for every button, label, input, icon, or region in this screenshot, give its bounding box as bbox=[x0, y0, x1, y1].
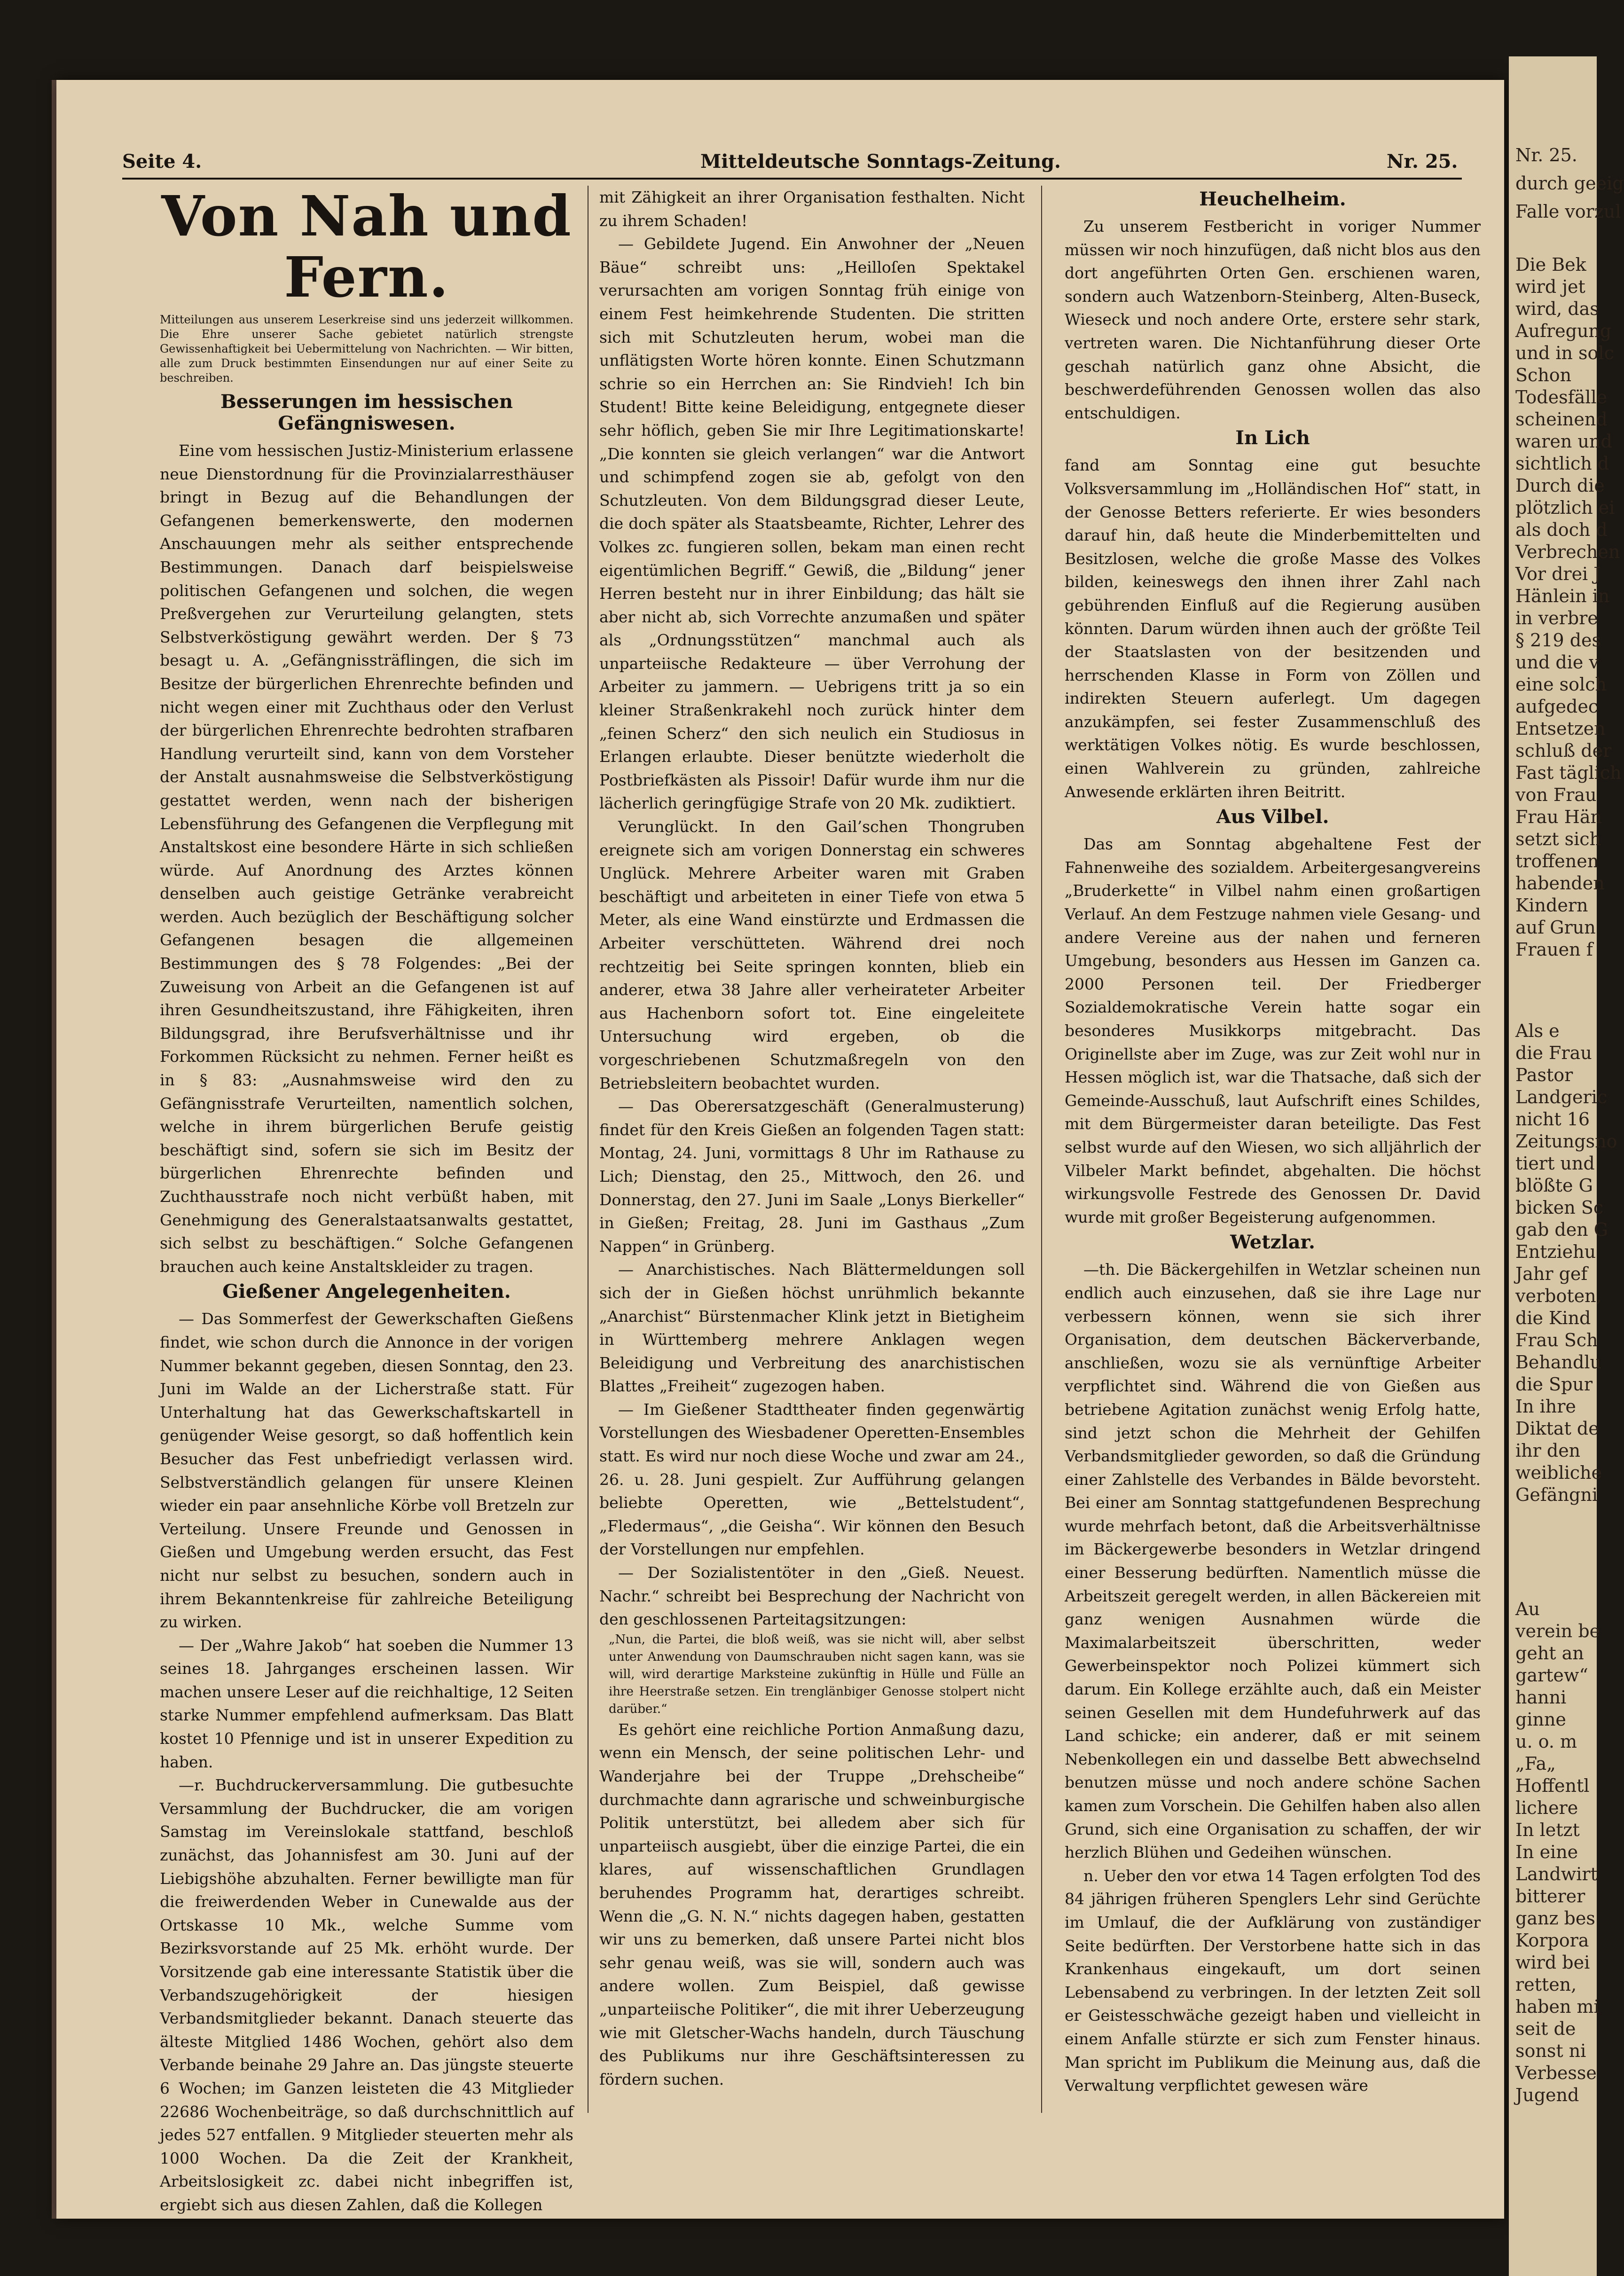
article-heading: Gießener Angelegenheiten. bbox=[222, 1280, 511, 1303]
article-heading: Heuchelheim. bbox=[1199, 188, 1346, 210]
edge-line: in verbre bbox=[1515, 608, 1598, 628]
edge-line: wird bei bbox=[1515, 1952, 1590, 1973]
article-paragraph: Es gehört eine reichliche Portion Anmaßung dazu, wenn ein Mensch, der seine politischen Lehr- und Wanderjahre bei der Truppe „Drehscheibe“ durchmachte dann agrarische und schweinburgische Politik unterstützt, bei alledem aber sich für unparteiisch ausgiebt, über die einzige Partei, die ein klares, auf wissenschaftlichen Grundlagen beruhendes Programm hat, derartiges schreibt. Wenn die „G. N. N.“ nichts dagegen haben, gestatten wir uns zu bemerken, daß unsere Partei nicht blos sehr genau weiß, was sie will, sondern auch was andere wollen. Zum Beispiel, daß gewisse „unparteiische Politiker“, die mit ihrer Ueberzeugung wie mit Gletscher-Wachs handeln, durch Täuschung des Publikums nur ihre Geschäftsinteressen zu fördern suchen. bbox=[599, 1720, 1025, 2088]
edge-line: Hänlein in bbox=[1515, 586, 1610, 606]
edge-line: Schon bbox=[1515, 365, 1572, 385]
edge-line: Korpora bbox=[1515, 1930, 1589, 1951]
edge-line: Hoffentl bbox=[1515, 1775, 1590, 1796]
article-heading: Besserungen im hessischen Gefängniswesen. bbox=[220, 391, 513, 434]
edge-line: Durch die bbox=[1515, 475, 1605, 496]
article-paragraph: fand am Sonntag eine gut besuchte Volksversammlung im „Holländischen Hof“ statt, in der Genosse Betters referierte. Er wies besonders darauf hin, daß heute die Minderbemittelten und Besitzlosen, welche die große Masse des Volkes bilden, keineswegs den ihnen ihrer Zahl nach gebührenden Einfluß auf die Regierung ausüben könnten. Darum würden ihnen auch der größte Teil der Staatslasten von der besitzenden und herrschenden Klasse in Form von Zöllen und indirekten Steuern auferlegt. Um dagegen anzukämpfen, sei fester Zusammenschluß des werktätigen Volkes nötig. Es wurde beschlossen, einen Wahlverein zu gründen, zahlreiche Anwesende erklärten ihren Beitritt. bbox=[1065, 456, 1481, 801]
quoted-text: „Nun, die Partei, die bloß weiß, was sie nicht will, aber selbst unter Anwendung von Daumschrauben nicht sagen kann, was sie will, wird derartige Marksteine zukünftig in Hülle und Fülle an ihre Heerstraße setzen. Ein trenglänbiger Genosse stolpert nicht darüber.“ bbox=[609, 1632, 1025, 1716]
edge-fragment bbox=[1515, 1598, 1600, 2106]
edge-line: verboten, bbox=[1515, 1286, 1602, 1306]
edge-line: tiert und bbox=[1515, 1153, 1595, 1174]
article-paragraph: — Das Oberersatzgeschäft (Generalmusterung) findet für den Kreis Gießen an folgenden Tagen statt: Montag, 24. Juni, vormittags 8 Uhr im Rathause zu Lich; Dienstag, den 25., Mittwoch, den 26. und Donnerstag, den 27. Juni im Saale „Lonys Bierkeller“ in Gießen; Freitag, 28. Juni im Gasthaus „Zum Nappen“ in Grünberg. bbox=[599, 1097, 1025, 1256]
edge-line: sichtlich d bbox=[1515, 453, 1609, 474]
edge-line: Diktat de bbox=[1515, 1418, 1599, 1439]
edge-line: waren und bbox=[1515, 431, 1612, 452]
edge-line: ganz bes bbox=[1515, 1908, 1595, 1929]
edge-line: Landwirt bbox=[1515, 1864, 1598, 1884]
article-paragraph: Verunglückt. In den Gail’schen Thongruben ereignete sich am vorigen Donnerstag ein schweres Unglück. Mehrere Arbeiter waren mit Graben beschäftigt und arbeiteten in einer Tiefe von etwa 5 Meter, als eine Wand einstürzte und Erdmassen die Arbeiter verschütteten. Während drei noch rechtzeitig bei Seite springen konnten, blieb ein anderer, etwa 38 Jahre aller verheirateter Arbeiter aus Hachenborn sofort tot. Eine eingeleitete Untersuchung wird ergeben, ob die vorgeschriebenen Schutzmaßregeln von den Betriebsleitern beobachtet wurden. bbox=[599, 817, 1025, 1092]
edge-line: „Fa„ bbox=[1515, 1753, 1556, 1774]
article-heading: Wetzlar. bbox=[1230, 1231, 1315, 1254]
edge-line: Landgeric bbox=[1515, 1087, 1608, 1107]
edge-line: Entziehu bbox=[1515, 1241, 1596, 1262]
edge-line: und in solc bbox=[1515, 343, 1614, 363]
edge-line: Frauen f bbox=[1515, 939, 1593, 960]
edge-line: Pastor bbox=[1515, 1065, 1573, 1085]
column-1 bbox=[160, 183, 573, 2214]
edge-line: habenden bbox=[1515, 873, 1605, 894]
newspaper-name: Mitteldeutsche Sonntags-Zeitung. bbox=[700, 150, 1061, 173]
edge-line: plötzlich ei bbox=[1515, 497, 1615, 518]
edge-line: lichere bbox=[1515, 1797, 1578, 1818]
edge-line: wird, das bbox=[1515, 298, 1599, 319]
edge-line: bicken Sc bbox=[1515, 1197, 1604, 1218]
article-paragraph: n. Ueber den vor etwa 14 Tagen erfolgten Tod des 84 jährigen früheren Spenglers Lehr sind Gerüchte im Umlauf, die der Aufklärung von zuständiger Seite bedürften. Der Verstorbene hatte sich in das Krankenhaus eingekauft, um dort seinen Lebensabend zu verbringen. In der letzten Zeit soll er Geistesschwäche gezeigt haben und vielleicht in einem Anfalle stürzte er sich zum Fenster hinaus. Man spricht im Publikum die Meinung aus, daß die Verwaltung verpflichtet gewesen wäre bbox=[1065, 1866, 1481, 2095]
article-paragraph: — Im Gießener Stadttheater finden gegenwärtig Vorstellungen des Wiesbadener Operetten-Ensembles statt. Es wird nur noch diese Woche und zwar am 24., 26. u. 28. Juni gespielt. Zur Aufführung gelangen beliebte Operetten, wie „Bettelstudent“, „Fledermaus“, „die Geisha“. Wir können den Besuch der Vorstellungen nur empfehlen. bbox=[599, 1400, 1025, 1559]
edge-line: Verbesse bbox=[1515, 2063, 1597, 2083]
edge-line: In eine bbox=[1515, 1842, 1578, 1862]
edge-line: geht an bbox=[1515, 1643, 1584, 1664]
edge-line: Jugend bbox=[1515, 2085, 1579, 2105]
edge-line: die Spur bbox=[1515, 1374, 1593, 1395]
edge-line: nicht 16 bbox=[1515, 1109, 1590, 1130]
edge-line: ihr den bbox=[1515, 1440, 1581, 1461]
section-title: Von Nah und Fern. bbox=[161, 183, 572, 310]
edge-fragment bbox=[1515, 254, 1622, 961]
edge-fragment: Nr. 25. durch geeig Falle vorzul bbox=[1515, 145, 1624, 222]
page-number: Seite 4. bbox=[122, 150, 202, 173]
edge-line: eine solch bbox=[1515, 674, 1607, 695]
edge-fragment bbox=[1515, 1020, 1617, 1506]
edge-line: gab den G bbox=[1515, 1219, 1608, 1240]
edge-line: bitterer bbox=[1515, 1886, 1585, 1907]
edge-line: In letzt bbox=[1515, 1820, 1580, 1840]
article-paragraph: mit Zähigkeit an ihrer Organisation festhalten. Nicht zu ihrem Schaden! bbox=[599, 188, 1025, 230]
column-2 bbox=[599, 186, 1025, 2118]
edge-line: sonst ni bbox=[1515, 2041, 1586, 2061]
edge-line: Frau Hän bbox=[1515, 807, 1602, 827]
header-rule bbox=[122, 178, 1462, 180]
edge-line: wird jet bbox=[1515, 276, 1585, 297]
article-paragraph: Eine vom hessischen Justiz-Ministerium erlassene neue Dienstordnung für die Provinzialarresthäuser bringt in Bezug auf die Behandlungen der Gefangenen bemerkenswerte, den modernen Anschauungen mehr als seither entsprechende Bestimmungen. Danach darf beispielsweise politischen Gefangenen und solchen, die wegen Preßvergehen zur Verurteilung gelangten, stets Selbstverköstigung gewährt werden. Der § 73 besagt u. A. „Gefängnissträflingen, die sich im Besitze der bürgerlichen Ehrenrechte befinden und nicht wegen einer mit Zuchthaus oder den Verlust der bürgerlichen Ehrenrechte bedrohten strafbaren Handlung verurteilt sind, kann von dem Vorsteher der Anstalt ausnahmsweise die Selbstverköstigung gestattet werden, wenn nach der bisherigen Lebensführung des Gefangenen die Verpflegung mit Anstaltskost eine besondere Härte in sich schließen würde. Auf Anordnung des Arztes können denselben auch geistige Getränke verabreicht werden. Auch bezüglich der Beschäftigung solcher Gefangenen besagen die allgemeinen Bestimmungen des § 78 Folgendes: „Bei der Zuweisung von Arbeit an die Gefangenen ist auf ihren Gesundheitszustand, ihre Fähigkeiten, ihren Bildungsgrad, ihre Berufsverhältnisse und ihr Forkommen Rücksicht zu nehmen. Ferner heißt es in § 83: „Ausnahmsweise wird den zu Gefängnisstrafe Verurteilten, namentlich solchen, welche in ihrem bürgerlichen Berufe geistig beschäftigt sind, sofern sie sich im Besitz der bürgerlichen Ehrenrechte befinden und Zuchthausstrafe noch nicht verbüßt haben, mit Genehmigung des Generalstaatsanwalts gestattet, sich selbst zu beschäftigen.“ Solche Gefangenen brauchen auch keine Anstaltskleider zu tragen. bbox=[160, 441, 573, 1276]
article-paragraph: — Der Sozialistentöter in den „Gieß. Neuest. Nachr.“ schreibt bei Besprechung der Nachricht von den geschlossenen Parteitagsitzungen: bbox=[599, 1563, 1025, 1629]
article-paragraph: —th. Die Bäckergehilfen in Wetzlar scheinen nun endlich auch einzusehen, daß sie ihre Lage nur verbessern können, wenn sie sich ihrer Organisation, dem deutschen Bäckerverbande, anschließen, wozu sie als vernünftige Arbeiter verpflichtet sind. Während die von Gießen aus betriebene Agitation zunächst wenig Erfolg hatte, sind jetzt schon die Mehrheit der Gehilfen Verbandsmitglieder geworden, so daß die Gründung einer Zahlstelle des Verbandes in Bälde bevorsteht. Bei einer am Sonntag stattgefundenen Besprechung wurde mehrfach betont, daß die Arbeitsverhältnisse im Bäckergewerbe besonders in Wetzlar dringend einer Besserung bedürften. Namentlich müsse die Arbeitszeit geregelt werden, in allen Bäckereien mit ganz wenigen Ausnahmen würde die Maximalarbeitszeit überschritten, weder Gewerbeinspektor noch Polizei kümmert sich darum. Ein Kollege erzählte auch, daß ein Meister seinen Gesellen mit dem Hundefuhrwerk auf das Land schicke; ein anderer, daß er mit seinem Nebenkollegen ein und dasselbe Bett abwechselnd benutzen müsse und noch andere schöne Sachen kamen zum Vorschein. Die Gehilfen haben also allen Grund, sich eine Organisation zu schaffen, der wir herzlich Blühen und Gedeihen wünschen. bbox=[1065, 1260, 1481, 1862]
column-3 bbox=[1065, 186, 1481, 2118]
article-paragraph: —r. Buchdruckerversammlung. Die gutbesuchte Versammlung der Buchdrucker, die am vorigen Samstag im Vereinslokale stattfand, beschloß zunächst, das Johannisfest am 30. Juni auf der Liebigshöhe abzuhalten. Ferner bewilligte man für die freiwerdenden Weber in Cunewalde aus der Ortskasse 10 Mk., welche Summe vom Bezirksvorstande auf 25 Mk. erhöht wurde. Der Vorsitzende gab eine interessante Statistik über die Verbandszugehörigkeit der hiesigen Verbandsmitglieder bekannt. Danach steuerte das älteste Mitglied 1486 Wochen, gehört also dem Verbande beinahe 29 Jahre an. Das jüngste steuerte 6 Wochen; im Ganzen leisteten die 43 Mitglieder 22686 Wochenbeiträge, so daß durchschnittlich auf jedes 527 entfallen. 9 Mitglieder steuerten mehr als 1000 Wochen. Da die Zeit der Krankheit, Arbeitslosigkeit zc. dabei nicht inbegriffen ist, ergiebt sich aus diesen Zahlen, daß die Kollegen bbox=[160, 1776, 573, 2214]
edge-line: Au bbox=[1515, 1599, 1540, 1619]
edge-line: blößte G bbox=[1515, 1175, 1593, 1196]
edge-line: Gefängni bbox=[1515, 1484, 1598, 1505]
article-paragraph: — Der „Wahre Jakob“ hat soeben die Nummer 13 seines 18. Jahrganges erscheinen lassen. Wir machen unsere Leser auf die reichhaltige, 12 Seiten starke Nummer empfehlend aufmerksam. Das Blatt kostet 10 Pfennige und ist in unserer Expedition zu haben. bbox=[160, 1636, 573, 1771]
column-divider-2 bbox=[1041, 186, 1042, 2113]
edge-line: aufgedec bbox=[1515, 696, 1599, 717]
issue-number: Nr. 25. bbox=[1387, 150, 1458, 173]
edge-line: u. o. m bbox=[1515, 1731, 1577, 1752]
edge-line: weibliche bbox=[1515, 1462, 1602, 1483]
article-paragraph: — Gebildete Jugend. Ein Anwohner der „Neuen Bäue“ schreibt uns: „Heilloſen Spektakel verursachten am vorigen Sonntag früh einige von einem Fest heimkehrende Studenten. Die stritten sich mit Schutzleuten herum, wobei man die unflätigsten Worte hören konnte. Einen Schutzmann schrie so ein Herrchen an: Sie Rindvieh! Ich bin Student! Bitte keine Beleidigung, entgegnete dieser sehr höflich, geben Sie mir Ihre Legitimationskarte! „Die konnten sie gleich verlangen“ war die Antwort und schimpfend zogen sie ab, gefolgt von den Schutzleuten. Von dem Bildungsgrad dieser Leute, die doch später als Staatsbeamte, Richter, Lehrer des Volkes zc. fungieren sollen, bekam man einen recht eigentümlichen Begriff.“ Gewiß, die „Bildung“ jener Herren besteht nur in ihrer Einbildung; das hält sie aber nicht ab, sich Vorrechte anzumaßen und später als „Ordnungsstützen“ manchmal auch als unparteiische Redakteure — über Verrohung der Arbeiter zu jammern. — Uebrigens tritt ja so ein kleiner Straßenkrakehl noch zurück hinter dem „feinen Scherz“ den sich neulich ein Studiosus in Erlangen erlaubte. Dieser benützte wiederholt die Postbriefkästen als Pissoir! Dafür wurde ihm nur die lächerlich geringfügige Strafe von 20 Mk. zudiktiert. bbox=[599, 235, 1025, 813]
edge-line: von Frau bbox=[1515, 785, 1597, 805]
article-paragraph: Zu unserem Festbericht in voriger Nummer müssen wir noch hinzufügen, daß nicht blos aus den dort angeführten Orten Gen. erschienen waren, sondern auch Watzenborn-Steinberg, Alten-Buseck, Wieseck und noch andere Orte, erstere sehr stark, vertreten waren. Die Nichtanführung dieser Orte geschah natürlich ganz ohne Absicht, die beschwerdeführenden Genossen wollen das also entschuldigen. bbox=[1065, 217, 1481, 422]
edge-line: gartew“ bbox=[1515, 1665, 1588, 1686]
edge-line: Entsetzen bbox=[1515, 718, 1606, 739]
edge-line: Fast täglich bbox=[1515, 762, 1622, 783]
edge-line: Behandlu bbox=[1515, 1352, 1601, 1373]
edge-line: Die Bek bbox=[1515, 254, 1586, 275]
next-page-edge bbox=[1509, 56, 1624, 2276]
edge-line: Zeitungsno bbox=[1515, 1131, 1617, 1152]
section-intro: Mitteilungen aus unserem Leserkreise sind uns jederzeit willkommen. Die Ehre unserer Sache gebietet natürlich strengste Gewissenhaftigkeit bei Uebermittelung von Nachrichten. — Wir bitten, alle zum Druck bestimmten Einsendungen nur auf einer Seite zu beschreiben. bbox=[160, 313, 573, 385]
edge-line: troffenen bbox=[1515, 851, 1599, 871]
article-paragraph: — Anarchistisches. Nach Blättermeldungen soll sich der in Gießen höchst unrühmlich bekannte „Anarchist“ Bürstenmacher Klink jetzt in Bietigheim in Württemberg mehrere Anklagen wegen Beleidigung und Verbreitung des anarchistischen Blattes „Freiheit“ zugezogen haben. bbox=[599, 1260, 1025, 1396]
edge-line: die Frau bbox=[1515, 1043, 1592, 1063]
edge-line: die Kind bbox=[1515, 1308, 1591, 1328]
edge-line: schluß der bbox=[1515, 740, 1612, 761]
edge-line: setzt sich bbox=[1515, 829, 1601, 849]
edge-line: Todesfälle bbox=[1515, 387, 1608, 408]
article-paragraph: Das am Sonntag abgehaltene Fest der Fahnenweihe des sozialdem. Arbeitergesangvereins „Bruderkette“ in Vilbel nahm einen großartigen Verlauf. An dem Festzuge nahmen viele Gesang- und andere Vereine aus der nahen und ferneren Umgebung, besonders aus Hessen im Ganzen ca. 2000 Personen teil. Der Friedberger Sozialdemokratische Verein hatte sogar ein besonderes Musikkorps mitgebracht. Das Originellste aber im Zuge, was zur Zeit wohl nur in Hessen möglich ist, war die Thatsache, daß sich der Gemeinde-Ausschuß, laut Aufschrift eines Schildes, mit dem Bürgermeister daran beteiligte. Das Fest selbst wurde auf den Wiesen, wo sich alljährlich der Vilbeler Markt befindet, abgehalten. Die höchst wirkungsvolle Festrede des Genossen Dr. David wurde mit großer Begeisterung aufgenommen. bbox=[1065, 835, 1481, 1226]
article-paragraph: — Das Sommerfest der Gewerkschaften Gießens findet, wie schon durch die Annonce in der vorigen Nummer bekannt gegeben, diesen Sonntag, den 23. Juni im Walde an der Licherstraße statt. Für Unterhaltung hat das Gewerkschaftskartell in genügender Weise gesorgt, so daß hoffentlich kein Besucher das Fest unbefriedigt verlassen wird. Selbstverständlich gelangen für unsere Kleinen wieder ein paar ansehnliche Körbe voll Bretzeln zur Verteilung. Unsere Freunde und Genossen in Gießen und Umgebung werden ersucht, das Fest nicht nur selbst zu besuchen, sondern auch in ihrem Bekanntenkreise für zahlreiche Beteiligung zu wirken. bbox=[160, 1310, 573, 1632]
edge-line: Aufregung bbox=[1515, 321, 1612, 341]
edge-line: Kindern bbox=[1515, 895, 1588, 916]
edge-line: hanni bbox=[1515, 1687, 1567, 1708]
edge-line: Als e bbox=[1515, 1020, 1560, 1041]
edge-line: Jahr gef bbox=[1515, 1264, 1588, 1284]
edge-line: verein be bbox=[1515, 1621, 1600, 1641]
edge-line: als doch d bbox=[1515, 519, 1608, 540]
edge-line: und die v bbox=[1515, 652, 1599, 673]
edge-line: Frau Sch bbox=[1515, 1330, 1598, 1350]
edge-line: § 219 des bbox=[1515, 630, 1601, 651]
edge-line: haben mi bbox=[1515, 1996, 1600, 2017]
article-heading: Aus Vilbel. bbox=[1216, 806, 1329, 828]
edge-line: retten, bbox=[1515, 1974, 1577, 1995]
article-heading: In Lich bbox=[1235, 427, 1310, 449]
edge-line: In ihre bbox=[1515, 1396, 1576, 1417]
edge-line: seit de bbox=[1515, 2018, 1576, 2039]
edge-line: auf Grun bbox=[1515, 917, 1596, 938]
edge-line: scheinend bbox=[1515, 409, 1608, 430]
edge-line: Vor drei J bbox=[1515, 564, 1601, 584]
edge-line: ginne bbox=[1515, 1709, 1566, 1730]
edge-line: Verbrechen bbox=[1515, 542, 1620, 562]
